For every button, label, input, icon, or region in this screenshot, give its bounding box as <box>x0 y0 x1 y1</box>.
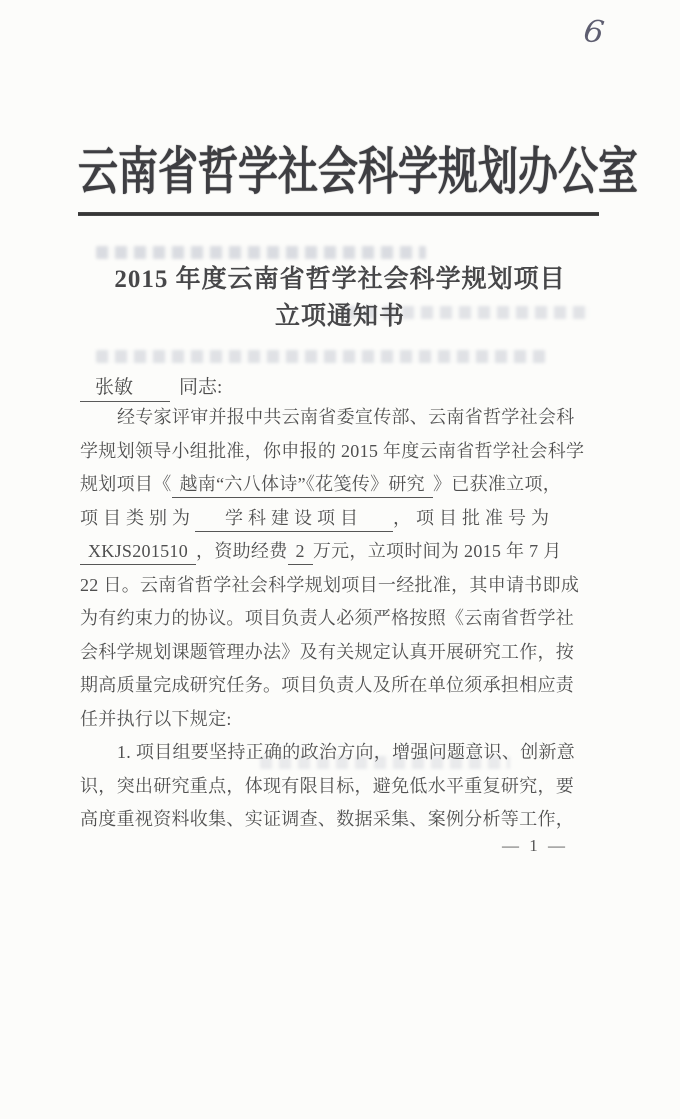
recipient-name-blank: 张敏 <box>80 376 170 402</box>
body-line <box>80 535 572 569</box>
document-title-line1: 2015 年度云南省哲学社会科学规划项目 <box>114 266 566 293</box>
body-text-segment: 1. 项目组要坚持正确的政治方向，增强问题意识、创新意 <box>117 742 576 762</box>
document-title-line2: 立项通知书 <box>274 303 405 330</box>
body-text-segment: 为有约束力的协议。项目负责人必须严格按照《云南省哲学社 <box>80 608 575 628</box>
body-text-segment: 22 日。云南省哲学社会科学规划项目一经批准，其申请书即成 <box>80 574 580 595</box>
letterhead-office-name: 云南省哲学社会科学规划办公室 <box>78 143 638 201</box>
salutation-suffix: 同志: <box>179 377 223 398</box>
body-text-segment: 高度重视资料收集、实证调查、数据采集、案例分析等工作， <box>80 809 575 829</box>
body-line <box>80 468 572 502</box>
fill-in-blank: 2 <box>288 539 313 565</box>
fill-in-blank: XKJS201510 <box>80 539 196 565</box>
body-line <box>80 703 572 737</box>
body-line <box>80 502 572 536</box>
handwritten-page-index: 6 <box>581 12 607 52</box>
body-line <box>80 669 575 703</box>
body-text-segment: 》已获准立项， <box>432 474 562 494</box>
body-text-segment: 万元，立项时间为 2015 年 7 月 <box>312 541 562 561</box>
body-text-segment: 项目类别为 <box>80 507 195 528</box>
body-line <box>80 736 576 770</box>
salutation <box>80 372 222 402</box>
body-text-segment: 学规划领导小组批准，你申报的 2015 年度云南省哲学社会科学 <box>80 440 585 461</box>
body-text-segment: 识，突出研究重点，体现有限目标，避免低水平重复研究，要 <box>80 775 575 796</box>
document-title <box>0 261 680 335</box>
body-text-segment: ，项目批准号为 <box>393 507 554 528</box>
page-number: — 1 — <box>502 836 568 855</box>
bleedthrough-artifact <box>96 350 546 363</box>
bleedthrough-artifact <box>96 246 426 259</box>
body-text-segment: 任并执行以下规定: <box>80 708 232 729</box>
body-text-segment: 期高质量完成研究任务。项目负责人及所在单位须承担相应责 <box>80 675 575 695</box>
fill-in-blank: 学科建设项目 <box>195 506 393 532</box>
body-line <box>80 803 575 837</box>
body-line <box>80 435 585 469</box>
body-text-segment: ，资助经费 <box>196 541 288 561</box>
body-line <box>80 636 575 670</box>
body-text-segment: 规划项目《 <box>80 474 172 494</box>
body-text-segment: 经专家评审并报中共云南省委宣传部、云南省哲学社会科 <box>117 407 575 427</box>
body-line <box>80 602 575 636</box>
body-line <box>80 569 580 603</box>
body-line <box>80 401 575 435</box>
body-line <box>80 770 575 804</box>
body-text <box>80 401 585 837</box>
body-text-segment: 会科学规划课题管理办法》及有关规定认真开展研究工作，按 <box>80 641 575 662</box>
letterhead-divider-rule <box>78 212 599 216</box>
fill-in-blank: 越南“六八体诗”《花笺传》研究 <box>172 472 433 498</box>
